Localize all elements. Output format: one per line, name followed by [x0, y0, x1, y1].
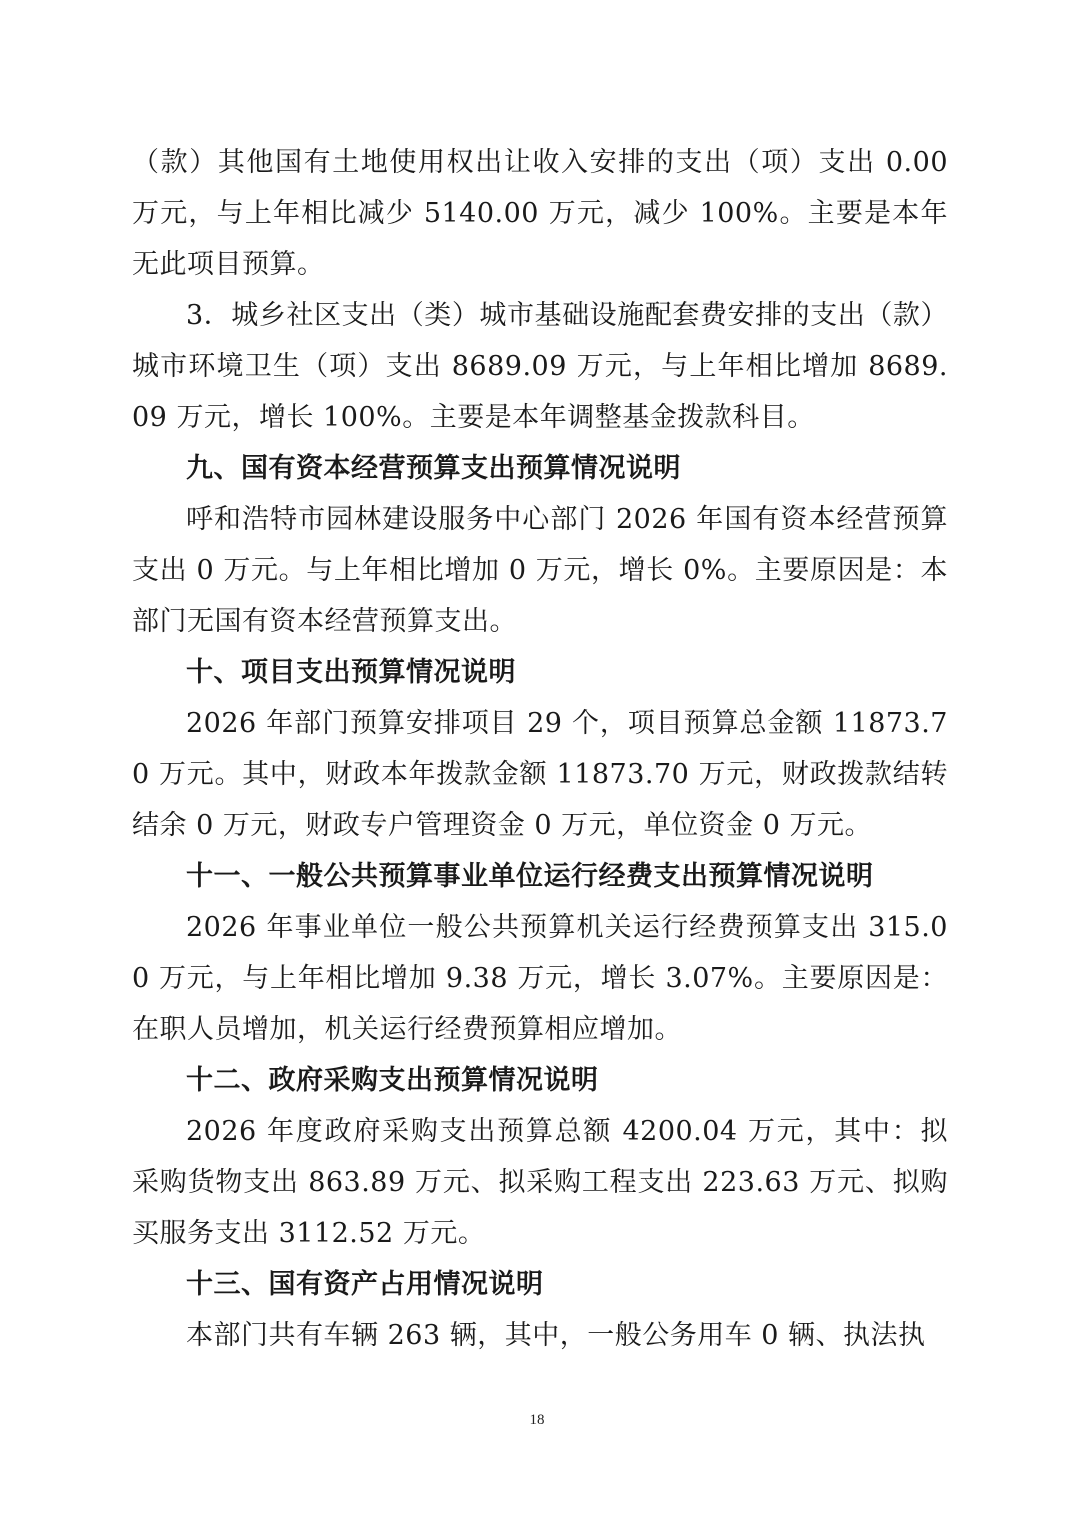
section-heading: 十二、政府采购支出预算情况说明: [186, 1065, 599, 1096]
page-number: 18: [529, 1412, 545, 1428]
document-body: [132, 137, 948, 1361]
body-paragraph: 2026 年部门预算安排项目 29 个，项目预算总金额 11873.70 万元。其中，财政本年拨款金额 11873.70 万元，财政拨款结转结余 0 万元，财政专户管理资金 0 万元，单位资金 0 万元。: [132, 708, 948, 841]
section-heading: 十一、一般公共预算事业单位运行经费支出预算情况说明: [186, 861, 874, 892]
body-paragraph: 2026 年度政府采购支出预算总额 4200.04 万元，其中：拟采购货物支出 863.89 万元、拟采购工程支出 223.63 万元、拟购买服务支出 3112.52 万元。: [132, 1116, 948, 1249]
section-heading: 十、项目支出预算情况说明: [186, 657, 516, 688]
section-heading: 十三、国有资产占用情况说明: [186, 1269, 544, 1300]
body-paragraph: （款）其他国有土地使用权出让收入安排的支出（项）支出 0.00 万元，与上年相比减少 5140.00 万元，减少 100%。主要是本年无此项目预算。: [132, 147, 948, 280]
body-paragraph: 本部门共有车辆 263 辆，其中，一般公务用车 0 辆、执法执: [186, 1320, 926, 1351]
body-paragraph: 2026 年事业单位一般公共预算机关运行经费预算支出 315.00 万元，与上年相比增加 9.38 万元，增长 3.07%。主要原因是：在职人员增加，机关运行经费预算相应增加。: [132, 912, 948, 1045]
body-paragraph: 3．城乡社区支出（类）城市基础设施配套费安排的支出（款）城市环境卫生（项）支出 8689.09 万元，与上年相比增加 8689.09 万元，增长 100%。主要是本年调整基金拨款科目。: [132, 300, 948, 433]
section-heading: 九、国有资本经营预算支出预算情况说明: [186, 453, 681, 484]
body-paragraph: 呼和浩特市园林建设服务中心部门 2026 年国有资本经营预算支出 0 万元。与上年相比增加 0 万元，增长 0%。主要原因是：本部门无国有资本经营预算支出。: [132, 504, 948, 637]
